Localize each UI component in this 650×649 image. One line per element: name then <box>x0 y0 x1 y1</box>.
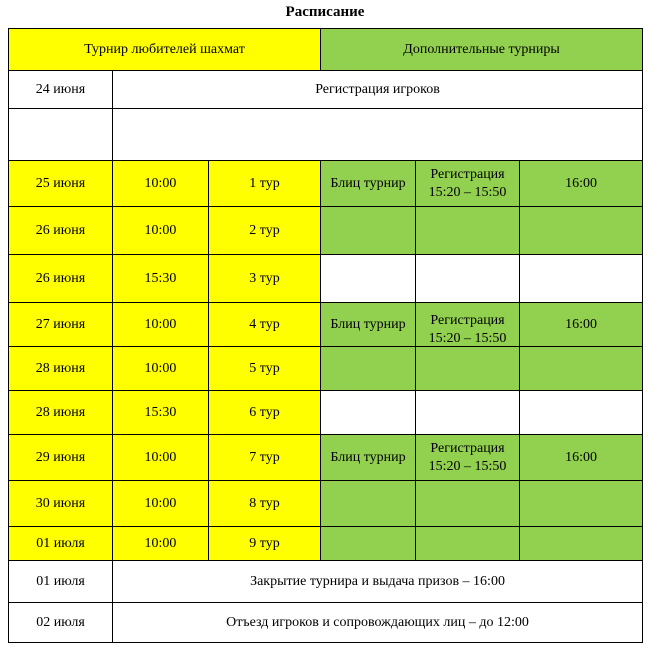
blitz-registration-time: 15:20 – 15:50 <box>428 458 507 474</box>
round-date: 28 июня <box>9 391 113 435</box>
table-row <box>9 481 643 527</box>
table-row <box>9 207 643 255</box>
round-number: 2 тур <box>209 207 321 255</box>
registration-date: 24 июня <box>9 71 113 109</box>
round-number: 3 тур <box>209 255 321 303</box>
round-time: 10:00 <box>113 347 209 391</box>
round-time: 10:00 <box>113 435 209 481</box>
registration-text: Регистрация игроков <box>113 71 643 109</box>
round-date: 26 июня <box>9 255 113 303</box>
blitz-registration-time: 15:20 – 15:50 <box>428 330 507 344</box>
round-date: 25 июня <box>9 161 113 207</box>
departure-row <box>9 603 643 643</box>
round-number: 5 тур <box>209 347 321 391</box>
table-row <box>9 347 643 391</box>
departure-date: 02 июля <box>9 603 113 643</box>
blitz-start: 16:00 <box>520 303 643 347</box>
empty-cell <box>9 109 113 161</box>
registration-row <box>9 71 643 109</box>
blitz-label: Блиц турнир <box>321 303 416 347</box>
departure-text: Отъезд игроков и сопровождающих лиц – до 12:00 <box>113 603 643 643</box>
round-number: 9 тур <box>209 527 321 561</box>
round-date: 26 июня <box>9 207 113 255</box>
round-date: 28 июня <box>9 347 113 391</box>
blitz-start: 16:00 <box>520 435 643 481</box>
closing-row <box>9 561 643 603</box>
header-row <box>9 29 643 71</box>
blitz-label: Блиц турнир <box>321 435 416 481</box>
header-extra-tournaments: Дополнительные турниры <box>321 29 643 71</box>
round-time: 10:00 <box>113 527 209 561</box>
closing-text: Закрытие турнира и выдача призов – 16:00 <box>113 561 643 603</box>
round-number: 4 тур <box>209 303 321 347</box>
blitz-registration-label: Регистрация <box>430 166 505 182</box>
round-number: 8 тур <box>209 481 321 527</box>
blitz-label: Блиц турнир <box>321 161 416 207</box>
round-time: 10:00 <box>113 207 209 255</box>
round-number: 1 тур <box>209 161 321 207</box>
blitz-start: 16:00 <box>520 161 643 207</box>
closing-date: 01 июля <box>9 561 113 603</box>
empty-row <box>9 109 643 161</box>
round-time: 15:30 <box>113 391 209 435</box>
blitz-registration <box>416 303 520 347</box>
blitz-registration <box>416 435 520 481</box>
blitz-registration-label: Регистрация <box>430 312 505 328</box>
header-main-tournament: Турнир любителей шахмат <box>9 29 321 71</box>
round-time: 10:00 <box>113 481 209 527</box>
table-row <box>9 527 643 561</box>
blitz-registration-time: 15:20 – 15:50 <box>428 184 507 200</box>
round-number: 6 тур <box>209 391 321 435</box>
table-row <box>9 161 643 207</box>
table-row <box>9 255 643 303</box>
blitz-registration-label: Регистрация <box>430 440 505 456</box>
round-date: 30 июня <box>9 481 113 527</box>
round-time: 15:30 <box>113 255 209 303</box>
table-row <box>9 391 643 435</box>
table-row <box>9 303 643 347</box>
round-time: 10:00 <box>113 161 209 207</box>
round-date: 27 июня <box>9 303 113 347</box>
round-date: 01 июля <box>9 527 113 561</box>
table-row <box>9 435 643 481</box>
empty-cell <box>113 109 643 161</box>
blitz-registration <box>416 161 520 207</box>
page-title: Расписание <box>285 4 365 20</box>
schedule-table <box>8 28 643 643</box>
round-date: 29 июня <box>9 435 113 481</box>
round-time: 10:00 <box>113 303 209 347</box>
round-number: 7 тур <box>209 435 321 481</box>
